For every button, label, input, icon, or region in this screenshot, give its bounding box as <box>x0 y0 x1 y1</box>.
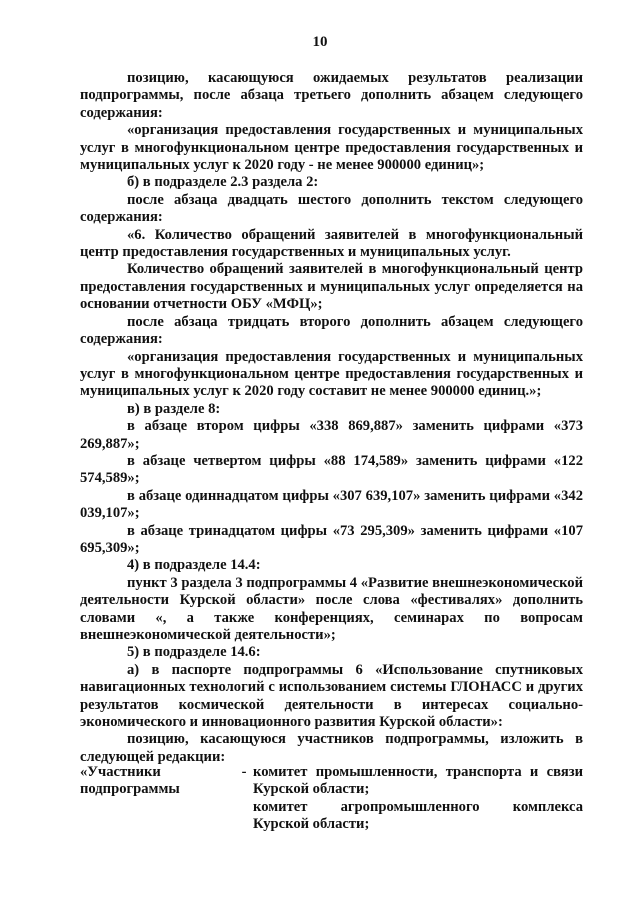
paragraph: «организация предоставления государственных и муниципальных услуг в многофункциональном центре предоставления государственных и муниципальных услуг к 2020 году - не менее 900000 единиц»; <box>80 122 583 174</box>
list-item: комитет промышленности, транспорта и связи Курской области; <box>253 764 583 798</box>
participants-table <box>80 764 583 834</box>
list-item: комитет агропромышленного комплекса Курской области; <box>253 798 583 833</box>
paragraph: в абзаце одиннадцатом цифры «307 639,107» заменить цифрами «342 039,107»; <box>80 487 583 522</box>
paragraph: в абзаце тринадцатом цифры «73 295,309» заменить цифрами «107 695,309»; <box>80 522 583 556</box>
paragraph: Количество обращений заявителей в многофункциональный центр предоставления государственных и муниципальных услуг определяется на основании отчетности ОБУ «МФЦ»; <box>80 261 583 313</box>
dash-separator: - <box>241 764 247 780</box>
participants-label: «Участники подпрограммы <box>80 764 180 798</box>
paragraph: 5) в подразделе 14.6: <box>127 644 261 661</box>
paragraph: в абзаце четвертом цифры «88 174,589» заменить цифрами «122 574,589»; <box>80 452 583 487</box>
participants-list <box>253 764 583 834</box>
paragraph: пункт 3 раздела 3 подпрограммы 4 «Развитие внешнеэкономической деятельности Курской области» после слова «фестивалях» дополнить словами «, а также конференциях, семинарах по вопросам внешнеэкономической деятельности»; <box>80 574 583 643</box>
paragraph: в) в разделе 8: <box>127 400 221 417</box>
paragraph: после абзаца тридцать второго дополнить абзацем следующего содержания: <box>80 313 583 348</box>
paragraph: позицию, касающуюся участников подпрограммы, изложить в следующей редакции: <box>80 731 583 765</box>
paragraph: «6. Количество обращений заявителей в многофункциональный центр предоставления государственных и муниципальных услуг. <box>80 226 583 261</box>
paragraph: после абзаца двадцать шестого дополнить текстом следующего содержания: <box>80 191 583 226</box>
table-row <box>80 764 583 834</box>
paragraph: в абзаце втором цифры «338 869,887» заменить цифрами «373 269,887»; <box>80 418 583 452</box>
paragraph: «организация предоставления государственных и муниципальных услуг в многофункциональном центре предоставления государственных и муниципальных услуг к 2020 году составит не менее 900000 единиц.»; <box>80 348 583 400</box>
paragraph: а) в паспорте подпрограммы 6 «Использование спутниковых навигационных технологий с использованием системы ГЛОНАСС и других результатов космической деятельности в интересах социально-экономического и инновационного развития Курской области»: <box>80 661 583 731</box>
paragraph: б) в подразделе 2.3 раздела 2: <box>127 174 319 191</box>
document-body <box>80 70 583 766</box>
paragraph: позицию, касающуюся ожидаемых результатов реализации подпрограммы, после абзаца третьего дополнить абзацем следующего содержания: <box>80 70 583 121</box>
paragraph: 4) в подразделе 14.4: <box>127 557 261 574</box>
page-number: 10 <box>312 34 328 50</box>
